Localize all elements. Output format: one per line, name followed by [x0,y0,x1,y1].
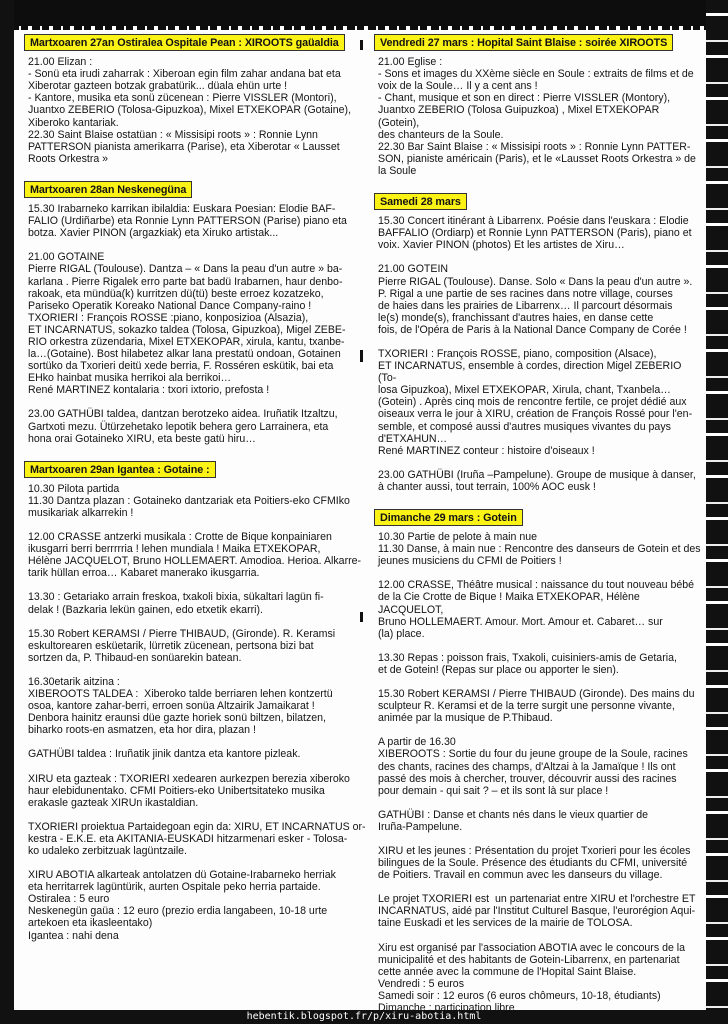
text-block [378,215,702,251]
text-line: Bruno HOLLEMAERT. Amour. Mort. Amour et. Cabaret… sur [378,615,663,628]
grunge-border-left [0,0,14,1024]
text-line: 13.30 Repas : poisson frais, Txakoli, cuisiniers-amis de Getaria, [378,651,677,664]
text-block [28,821,368,857]
text-line: Le projet TXORIERI est un partenariat entre XIRU et l'orchestre ET [378,893,696,906]
text-block [28,56,368,165]
text-line: ko udaleko zerbitzuak lagüntzaile. [28,844,188,857]
text-line: sortüko da Txorieri deitü xede berria, F. Rosséren eskütik, bai eta [28,360,334,373]
text-line: la…(Gotaine). Bost hilabetez alkar lana prestatü ondoan, Gotainen [28,348,341,361]
text-line: à chanter aussi, tout terrain, 100% AOC eusk ! [378,480,596,493]
text-line: voix. Xavier PINON (photos) Et les artistes de Xiru… [378,239,625,252]
text-line: (Gotein) . Après cinq mois de rencontre fertile, ce projet dédié aux [378,396,687,409]
section-heading-vendredi: Vendredi 27 mars : Hopital Saint Blaise : soirée XIROOTS [374,34,673,51]
text-line: XIBEROOTS TALDEA : Xiberoko talde berriaren lehen kontzertü [28,688,333,701]
text-line: Gartxoti mezu. Ütürzehetako lepotik behera gero Larrainera, eta [28,420,329,433]
text-line: de Poitiers. Travail en commun avec les danseurs du village. [378,869,663,882]
text-line: 21.00 GOTAINE [28,251,105,264]
text-line: - Kantore, musika eta sonü zücenean : Pierre VISSLER (Montori), [28,92,337,105]
text-line: 21.00 Elizan : [28,56,93,69]
text-line: Vendredi : 5 euros [378,977,464,990]
text-line: karlana . Pierre Rigalek erro parte bat badü Irabarnen, haur denbo- [28,275,343,288]
text-line: XIRU ABOTIA alkarteak antolatzen dü Gotaine-Irabarneko herriak [28,869,336,882]
section-heading-dimanche: Dimanche 29 mars : Gotein [374,509,523,526]
text-line: et de Gotein! (Repas sur place ou apporter le sien). [378,663,619,676]
text-line: Juantxo ZEBERIO (Tolosa-Gipuzkoa), Mixel ETXEKOPAR (Gotaine), [28,104,352,117]
grunge-border-right [706,0,728,1024]
text-line: bilingues de la Soule. Présence des étudiants du CFMI, université [378,857,688,870]
text-line: TXORIERI : François ROSSE, piano, composition (Alsace), [378,347,657,360]
text-line: semble, et composé aussi d'autres musiques vivantes du pays [378,420,671,433]
text-line: oiseaux verra le jour à XIRU, création de François Rossé pour l'en- [378,408,693,421]
grunge-border-top [0,0,728,30]
footer-url: hebentik.blogspot.fr/p/xiru-abotia.html [246,1011,482,1022]
text-block [378,531,702,567]
text-line: 10.30 Pilota partida [28,482,120,495]
text-line: sortzen da, P. Thibaud-en sonüarekin batean. [28,651,242,664]
text-line: XIRU et les jeunes : Présentation du projet Txorieri pour les écoles [378,844,691,857]
text-block [378,893,702,929]
text-line: PATTERSON pianista amerikarra (Parise), eta Xiberotar « Lausset [28,140,340,153]
text-block [378,348,702,457]
text-line: Igantea : nahi dena [28,929,119,942]
text-line: Xiberoko kantariak. [28,116,119,129]
left-column-basque [24,34,368,954]
text-line: GATHÜBI taldea : Iruñatik jinik dantza eta kantore pizleak. [28,748,301,761]
text-line: taine Euskadi et les services de la mairie de TOLOSA. [378,917,633,930]
text-line: botza. Xavier PINON (argazkiak) eta Xiruko artistak... [28,227,279,240]
text-line: - Sonü eta irudi zaharrak : Xiberoan egin film zahar andana bat eta [28,68,341,81]
text-line: artekoen eta ikasleentako) [28,917,153,930]
text-line: BAFFALIO (Ordiarp) et Ronnie Lynn PATTERSON (Paris), piano et [378,227,692,240]
text-block [378,263,702,336]
text-block [378,688,702,724]
text-block [28,408,368,444]
text-line: Hélène JACQUELOT, Bruno HOLLEMAERT. Amodioa. Herioa. Alkarre- [28,555,362,568]
right-column-french [374,34,702,1026]
text-line: hona orai Gotaineko XIRU, eta beste gatü hiru… [28,432,256,445]
text-line: Juantxo ZEBERIO (Tolosa Guipuzkoa) , Mixel ETXEKOPAR (Gotein), [378,104,663,129]
text-line: 23.00 GATHÜBI taldea, dantzan berotzeko aidea. Iruñatik Itzaltzu, [28,408,338,421]
text-block [28,773,368,809]
text-line: biharko roots-en asmatzen, eta hor dira, plazan ! [28,724,256,737]
text-line: de haies dans les prairies de Libarrenx… Il parcourt désormais [378,299,673,312]
text-line: SON, pianiste américain (Paris), et le «Lausset Roots Orkestra » de [378,152,696,165]
text-line: 11.30 Dantza plazan : Gotaineko dantzariak eta Poitiers-eko CFMIko [28,494,350,507]
text-line: osoa, kantore zahar-berri, erroen sonüa Altzairik Jamaikarat ! [28,700,315,713]
text-block [28,748,368,760]
text-line: Xiberotar gazteen botzak grabatürik... düala ehün urte ! [28,80,288,93]
text-line: GATHÜBI : Danse et chants nés dans le vieux quartier de [378,808,649,821]
text-block [378,652,702,676]
text-line: 15.30 Concert itinérant à Libarrenx. Poésie dans l'euskara : Elodie [378,215,689,228]
text-line: eta herritarrek lagüntürik, aurten Ospitale peko herria partaide. [28,881,321,894]
text-line: Xiru est organisé par l'association ABOTIA avec le concours de la [378,941,686,954]
text-block [378,942,702,1015]
text-block [378,469,702,493]
text-line: Neskenegün gaüa : 12 euro (prezio erdia langabeen, 10-18 urte [28,905,328,918]
text-line: Denbora hainitz eraunsi düe gazte horiek sonü biltzen, bilatzen, [28,712,326,725]
text-line: losa Gipuzkoa), Mixel ETXEKOPAR, Xirula, chant, Txanbela… [378,384,671,397]
text-line: Pierre RIGAL (Toulouse). Dantza – « Dans la peau d'un autre » ba- [28,263,343,276]
text-line: erakasle gazteak XIRUn ikastaldian. [28,796,199,809]
text-line: kestra - E.K.E. eta AKITANIA-EUSKADI hitzarmenari esker - Tolosa- [28,832,348,845]
text-line: ikusgarri berri berrrrria ! lehen mundiala ! Maika ETXEKOPAR, [28,543,321,556]
text-line: P. Rigal a une partie de ses racines dans notre village, courses [378,287,673,300]
text-line: INCARNATUS, aidé par l'Institut Culturel Basque, l'eurorégion Aqui- [378,905,696,918]
text-line: Samedi soir : 12 euros (6 euros chômeurs, 10-18, étudiants) [378,989,661,1002]
text-line: voix de la Soule… Il y a cent ans ! [378,80,538,93]
text-line: haur elebidunentako. CFMI Poitiers-eko Unibertsitateko musika [28,784,325,797]
text-block [28,869,368,942]
text-line: A partir de 16.30 [378,736,456,749]
text-block [378,56,702,177]
text-line: - Sons et images du XXème siècle en Soule : extraits de films et de [378,68,694,81]
text-line: FALIO (Urdiñarbe) eta Ronnie Lynn PATTERSON (Parise) piano eta [28,215,347,228]
text-line: René MARTINEZ conteur : histoire d'oiseaux ! [378,444,595,457]
text-line: cette année avec la commune de l'Hopital Saint Blaise. [378,965,637,978]
text-line: la Soule [378,164,417,177]
text-line: musikariak alkarrekin ! [28,507,134,519]
text-block [28,531,368,579]
text-line: 12.00 CRASSE, Théâtre musical : naissance du tout nouveau bébé [378,579,695,592]
section-heading-friday: Martxoaren 27an Ostiralea Ospitale Pean : XIROOTS gaüaldia [24,34,345,51]
text-line: eskultorearen esküetarik, lürretik zücenean, pertsona bizi bat [28,639,314,652]
text-line: 11.30 Danse, à main nue : Rencontre des danseurs de Gotein et des [378,543,701,556]
text-line: 22.30 Saint Blaise ostatüan : « Missisipi roots » : Ronnie Lynn [28,128,318,141]
text-block [378,809,702,833]
text-block [28,628,368,664]
text-line: René MARTINEZ kontalaria : txori ixtorio, prefosta ! [28,384,270,397]
text-line: ET INCARNATUS, ensemble à cordes, direction Migel ZEBERIO (To- [378,360,685,385]
text-line: Dimanche : participation libre [378,1002,515,1014]
text-line: TXORIERI proiektua Partaidegoan egin da: XIRU, ET INCARNATUS or- [28,820,366,833]
text-line: Iruña-Pampelune. [378,820,463,833]
section-heading-saturday: Martxoaren 28an Neskenegüna [24,181,192,198]
text-line: fois, de l'Opéra de Paris à la National Dance Company de Corée ! [378,323,687,336]
text-line: 15.30 Robert KERAMSI / Pierre THIBAUD, (Gironde). R. Keramsi [28,627,336,640]
text-line: XIBEROOTS : Sortie du four du jeune groupe de la Soule, racines [378,748,688,761]
section-heading-samedi: Samedi 28 mars [374,193,467,210]
text-line: tarik hüllan erroa… Kabaret manerako ikusgarria. [28,567,260,580]
text-line: d'ETXAHUN… [378,432,448,445]
text-line: 21.00 GOTEIN [378,263,449,276]
text-line: 22.30 Bar Saint Blaise : « Missisipi roots » : Ronnie Lynn PATTER- [378,140,691,153]
text-line: animée par la musique de P.Thibaud. [378,712,553,725]
text-line: 21.00 Eglise : [378,56,443,69]
text-line: le(s) monde(s), franchissant d'autres haies, en danse cette [378,311,654,324]
text-block [378,845,702,881]
section-heading-sunday: Martxoaren 29an Igantea : Gotaine : [24,461,216,478]
text-line: de la Cie Crotte de Bique ! Maika ETXEKOPAR, Hélène JACQUELOT, [378,591,643,616]
text-line: Ostiralea : 5 euro [28,893,110,906]
text-line: Roots Orkestra » [28,152,109,165]
text-line: 15.30 Robert KERAMSI / Pierre THIBAUD (Gironde). Des mains du [378,688,695,701]
text-block [378,579,702,639]
text-line: passé des mois à chercher, trouver, découvrir aussi des racines [378,772,677,785]
text-line: ET INCARNATUS, sokazko taldea (Tolosa, Gipuzkoa), Migel ZEBE- [28,323,346,336]
text-line: jeunes musiciens du CFMI de Poitiers ! [378,555,562,568]
text-line: rakoak, eta mündüa(k) kurritzen dü(tü) beste erroez kozatzeko, [28,287,324,300]
text-line: RIO orkestra züzendaria, Mixel ETXEKOPAR, xirula, kantu, txanbe- [28,335,345,348]
text-line: TXORIERI : François ROSSE :piano, konposizioa (Alsazia), [28,311,309,324]
text-line: 23.00 GATHÜBI (Iruña –Pampelune). Groupe de musique à danser, [378,468,696,481]
text-line: 15.30 Irabarneko karrikan ibilaldia: Euskara Poesian: Elodie BAF- [28,203,336,216]
text-block [28,676,368,736]
text-block [28,591,368,615]
text-line: sculpteur R. Keramsi et de la terre surgit une personne vivante, [378,700,675,713]
text-line: delak ! (Bazkaria lekün gainen, edo etxetik ekarri). [28,603,263,616]
text-block [28,483,368,519]
text-line: EHko hainbat musika herrikoi ala berrikoi… [28,372,232,385]
text-line: 13.30 : Getariako arrain freskoa, txakoli bixia, sükaltari lagün fi- [28,591,324,604]
text-line: des chants, racines des champs, d'Altzai à la Jamaïque ! Ils ont [378,760,676,773]
text-line: - Chant, musique et son en direct : Pierre VISSLER (Montory), [378,92,671,105]
text-block [378,736,702,796]
text-block [28,203,368,239]
text-line: pour demain - qui sait ? – et ils sont là sur place ! [378,784,609,797]
text-line: Pariseko Operatik Koreako National Dance Company-raino ! [28,299,312,312]
text-block [28,251,368,396]
text-line: municipalité et des habitants de Gotein-Libarrenx, en partenariat [378,953,680,966]
text-line: des chanteurs de la Soule. [378,128,504,141]
text-line: 16.30etarik aitzina : [28,675,120,688]
text-line: Pierre RIGAL (Toulouse). Danse. Solo « Dans la peau d'un autre ». [378,275,693,288]
text-line: 10.30 Partie de pelote à main nue [378,531,538,544]
text-line: XIRU eta gazteak : TXORIERI xedearen aurkezpen berezia xiberoko [28,772,350,785]
text-line: (la) place. [378,627,425,640]
text-line: 12.00 CRASSE antzerki musikala : Crotte de Bique konpainiaren [28,531,332,544]
